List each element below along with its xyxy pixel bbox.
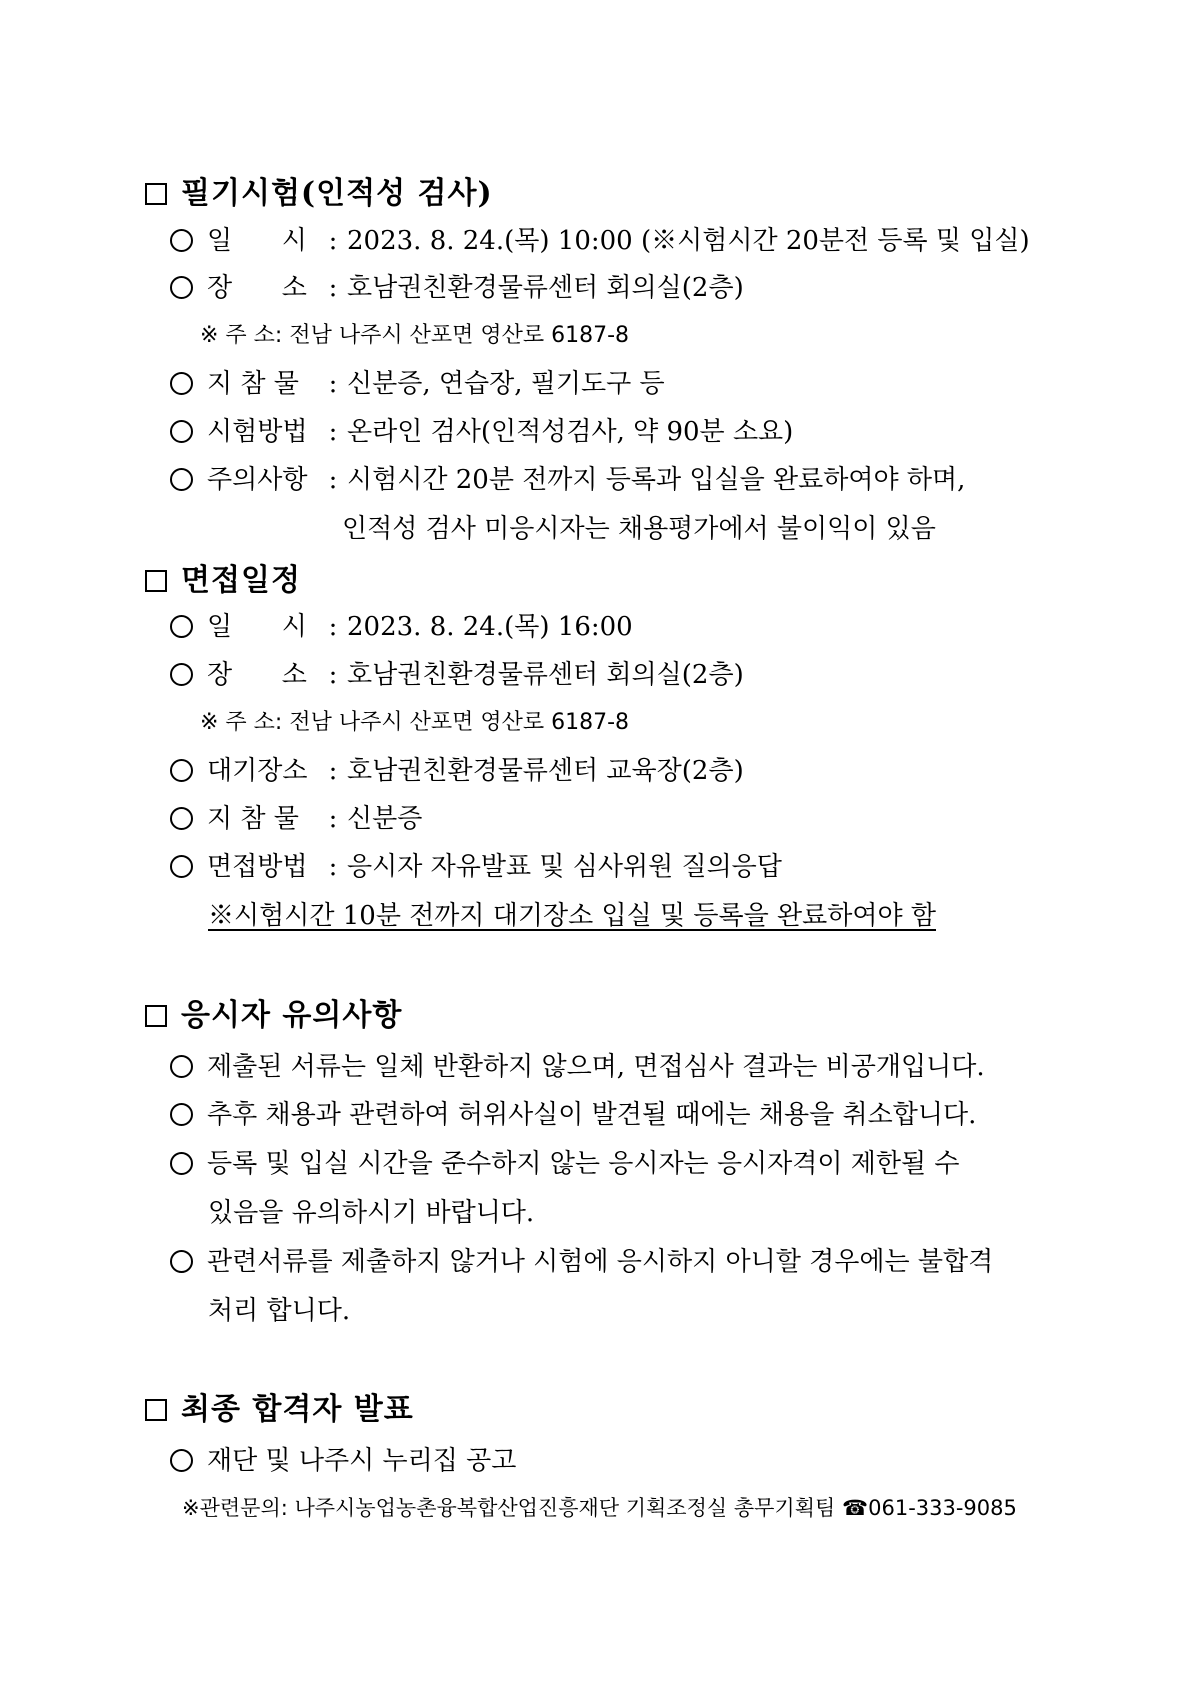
notice-item: 관련서류를 제출하지 않거나 시험에 응시하지 아니할 경우에는 불합격 — [170, 1241, 993, 1278]
notice-item: 제출된 서류는 일체 반환하지 않으며, 면접심사 결과는 비공개입니다. — [170, 1046, 985, 1083]
section-heading-notices: 응시자 유의사항 — [145, 990, 402, 1034]
circle-bullet-icon — [170, 855, 193, 878]
item-label: 지 참 물 — [207, 804, 299, 834]
item-label: 대기장소 — [207, 756, 308, 786]
written-exam-address: ※ 주 소: 전남 나주시 산포면 영산로 6187-8 — [200, 323, 629, 348]
circle-bullet-icon — [170, 663, 193, 686]
item-label: 장 소 — [207, 273, 307, 303]
item-label: 면접방법 — [207, 852, 308, 882]
item-value: 신분증, 연습장, 필기도구 등 — [347, 369, 665, 399]
circle-bullet-icon — [170, 1103, 193, 1126]
section-heading-written-exam: 필기시험(인적성 검사) — [145, 168, 493, 212]
circle-bullet-icon — [170, 229, 193, 252]
section-heading-announcement: 최종 합격자 발표 — [145, 1384, 414, 1428]
item-value: 신분증 — [347, 804, 423, 834]
circle-bullet-icon — [170, 759, 193, 782]
notice-item-continued: 처리 합니다. — [208, 1296, 351, 1326]
item-value: 호남권친환경물류센터 교육장(2층) — [347, 756, 744, 786]
checkbox-square-icon — [145, 570, 167, 592]
checkbox-square-icon — [145, 1005, 167, 1027]
circle-bullet-icon — [170, 1449, 193, 1472]
interview-address: ※ 주 소: 전남 나주시 산포면 영산로 6187-8 — [200, 710, 629, 735]
written-exam-method: 시험방법 : 온라인 검사(인적성검사, 약 90분 소요) — [170, 411, 793, 448]
notice-item: 추후 채용과 관련하여 허위사실이 발견될 때에는 채용을 취소합니다. — [170, 1094, 976, 1131]
written-exam-location: 장 소 : 호남권친환경물류센터 회의실(2층) — [170, 267, 744, 304]
interview-note: ※시험시간 10분 전까지 대기장소 입실 및 등록을 완료하여야 함 — [208, 901, 936, 931]
checkbox-square-icon — [145, 183, 167, 205]
item-label: 일 시 — [207, 612, 307, 642]
written-exam-items-to-bring: 지 참 물 : 신분증, 연습장, 필기도구 등 — [170, 363, 665, 400]
item-value: 호남권친환경물류센터 회의실(2층) — [347, 273, 744, 303]
item-value: 시험시간 20분 전까지 등록과 입실을 완료하여야 하며, — [347, 465, 966, 495]
checkbox-square-icon — [145, 1399, 167, 1421]
interview-location: 장 소 : 호남권친환경물류센터 회의실(2층) — [170, 654, 744, 691]
circle-bullet-icon — [170, 372, 193, 395]
circle-bullet-icon — [170, 1152, 193, 1175]
item-label: 시험방법 — [207, 417, 308, 447]
item-value: 호남권친환경물류센터 회의실(2층) — [347, 660, 744, 690]
written-exam-datetime: 일 시 : 2023. 8. 24.(목) 10:00 (※시험시간 20분전 등록 및 입실) — [170, 220, 1030, 257]
circle-bullet-icon — [170, 276, 193, 299]
notice-item: 등록 및 입실 시간을 준수하지 않는 응시자는 응시자격이 제한될 수 — [170, 1143, 960, 1180]
item-label: 일 시 — [207, 226, 307, 256]
circle-bullet-icon — [170, 1250, 193, 1273]
item-value: 온라인 검사(인적성검사, 약 90분 소요) — [347, 417, 794, 447]
item-value: 응시자 자유발표 및 심사위원 질의응답 — [347, 852, 782, 882]
announcement-item: 재단 및 나주시 누리집 공고 — [170, 1440, 516, 1477]
item-label: 지 참 물 — [207, 369, 299, 399]
circle-bullet-icon — [170, 420, 193, 443]
circle-bullet-icon — [170, 615, 193, 638]
interview-datetime: 일 시 : 2023. 8. 24.(목) 16:00 — [170, 606, 633, 643]
interview-method: 면접방법 : 응시자 자유발표 및 심사위원 질의응답 — [170, 846, 782, 883]
written-exam-precautions-continued: 인적성 검사 미응시자는 채용평가에서 불이익이 있음 — [342, 514, 936, 544]
item-label: 주의사항 — [207, 465, 308, 495]
notice-item-continued: 있음을 유의하시기 바랍니다. — [208, 1198, 535, 1228]
circle-bullet-icon — [170, 807, 193, 830]
item-label: 장 소 — [207, 660, 307, 690]
interview-waiting-area: 대기장소 : 호남권친환경물류센터 교육장(2층) — [170, 750, 744, 787]
interview-items-to-bring: 지 참 물 : 신분증 — [170, 798, 422, 835]
item-value: 2023. 8. 24.(목) 10:00 (※시험시간 20분전 등록 및 입실) — [347, 226, 1030, 256]
section-heading-interview: 면접일정 — [145, 555, 301, 599]
circle-bullet-icon — [170, 468, 193, 491]
written-exam-precautions: 주의사항 : 시험시간 20분 전까지 등록과 입실을 완료하여야 하며, — [170, 459, 965, 496]
circle-bullet-icon — [170, 1055, 193, 1078]
item-value: 2023. 8. 24.(목) 16:00 — [347, 612, 633, 642]
contact-info: ※관련문의: 나주시농업농촌융복합산업진흥재단 기획조정실 총무기획팀 ☎061-333-9085 — [182, 1496, 1017, 1520]
